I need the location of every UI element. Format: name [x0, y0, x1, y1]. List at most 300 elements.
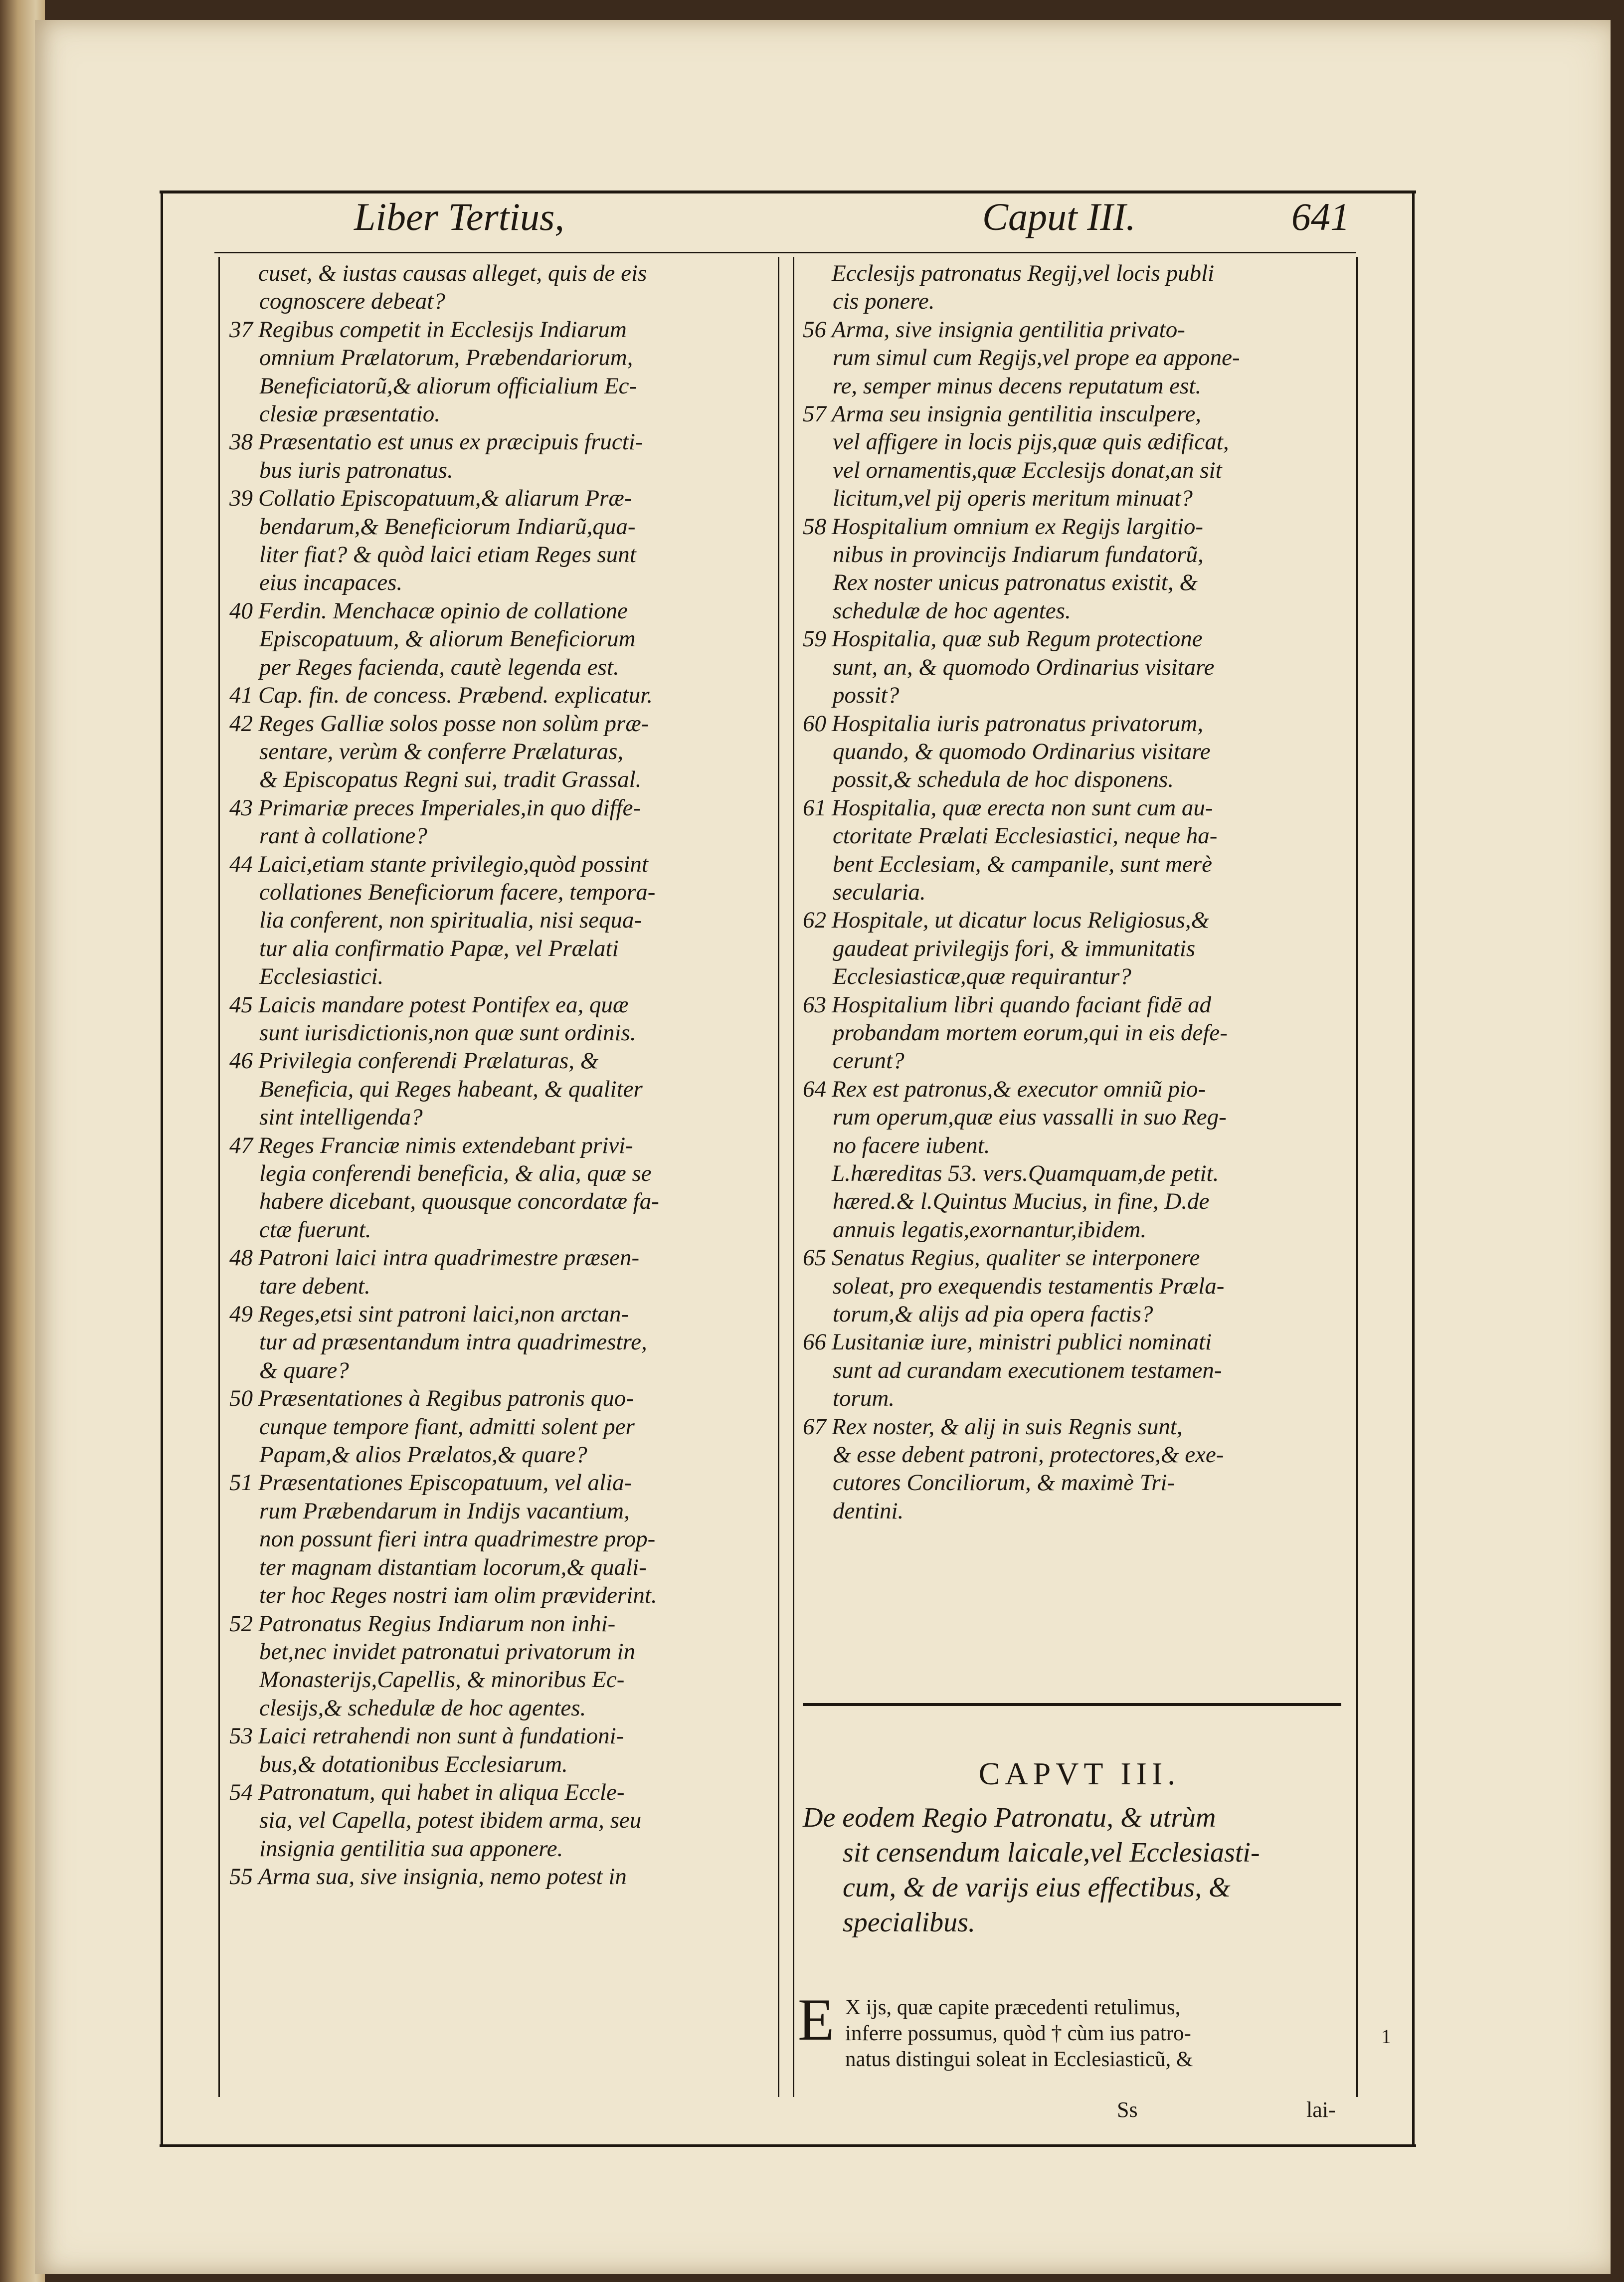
summary-line	[229, 1047, 773, 1075]
entry-number: 50	[229, 1385, 253, 1412]
summary-entry	[803, 991, 1351, 1075]
summary-text: habere dicebant, quousque concordatæ fa-	[259, 1188, 659, 1215]
summary-text: collationes Beneficiorum facere, tempora-	[259, 879, 656, 905]
summary-text: Patronatus Regius Indiarum non inhi-	[258, 1610, 616, 1637]
left-summary-column	[229, 259, 773, 1891]
summary-entry	[803, 1328, 1351, 1412]
summary-text: eius incapaces.	[259, 570, 403, 596]
summary-entry	[803, 513, 1351, 625]
summary-text: possit?	[833, 682, 900, 709]
summary-line	[803, 962, 1351, 990]
summary-entry	[229, 316, 773, 428]
summary-line	[803, 850, 1351, 878]
entry-number: 47	[229, 1132, 253, 1158]
summary-entry	[229, 1778, 773, 1863]
summary-text: Præsentationes à Regibus patronis quo-	[258, 1385, 634, 1412]
summary-text: Senatus Regius, qualiter se interponere	[832, 1245, 1200, 1271]
entry-number: 46	[229, 1048, 253, 1074]
body-line: natus distingui soleat in Ecclesiasticũ, &	[845, 2048, 1193, 2071]
summary-text: insignia gentilitia sua apponere.	[259, 1835, 563, 1862]
summary-line	[803, 1159, 1351, 1187]
summary-entry	[229, 850, 773, 991]
chapter-title-line: cum, & de varijs eius effectibus, &	[843, 1872, 1231, 1903]
summary-text: rum operum,quæ eius vassalli in suo Reg-	[833, 1104, 1227, 1131]
summary-line	[229, 625, 773, 653]
summary-text: Primariæ preces Imperiales,in quo diffe-	[258, 794, 641, 821]
summary-text: Monasterijs,Capellis, & minoribus Ec-	[259, 1667, 625, 1693]
entry-number: 65	[803, 1245, 826, 1271]
drop-cap: E	[798, 1986, 835, 2053]
summary-line	[229, 765, 773, 793]
summary-line	[229, 962, 773, 990]
entry-number: 51	[229, 1470, 253, 1496]
summary-line	[229, 1413, 773, 1441]
chapter-separator-rule	[803, 1703, 1341, 1706]
summary-text: tur ad præsentandum intra quadrimestre,	[259, 1329, 647, 1355]
summary-line	[803, 400, 1351, 428]
summary-text: sunt iurisdictionis,non quæ sunt ordinis.	[259, 1019, 636, 1046]
summary-text: tare debent.	[259, 1273, 370, 1299]
summary-entry	[229, 1384, 773, 1469]
chapter-title-line: sit censendum laicale,vel Ecclesiasti-	[843, 1837, 1260, 1868]
summary-line	[229, 484, 773, 512]
summary-text: ter magnam distantiam locorum,& quali-	[259, 1554, 647, 1580]
chapter-title-line: specialibus.	[843, 1907, 975, 1938]
summary-line	[229, 1300, 773, 1328]
summary-line	[803, 569, 1351, 596]
summary-line	[229, 878, 773, 906]
entry-number: 64	[803, 1076, 826, 1102]
summary-line	[229, 1525, 773, 1553]
summary-text: Beneficiatorũ,& aliorum officialium Ec-	[259, 373, 637, 399]
summary-line	[803, 1244, 1351, 1272]
summary-line	[229, 316, 773, 344]
summary-text: lia conferent, non spiritualia, nisi sequa-	[259, 907, 642, 934]
summary-line	[229, 1272, 773, 1300]
summary-line	[229, 794, 773, 822]
summary-text: Arma seu insignia gentilitia insculpere,	[832, 401, 1202, 427]
summary-line	[803, 1441, 1351, 1469]
summary-line	[229, 428, 773, 456]
summary-text: Reges Franciæ nimis extendebant privi-	[258, 1132, 633, 1158]
summary-entry	[229, 1300, 773, 1384]
summary-text: clesijs,& schedulæ de hoc agentes.	[259, 1695, 586, 1721]
summary-line	[229, 400, 773, 428]
summary-line	[229, 1244, 773, 1272]
entry-number: 43	[229, 794, 253, 821]
summary-line	[229, 935, 773, 962]
catchword: lai-	[1306, 2097, 1336, 2122]
summary-line	[229, 1581, 773, 1609]
summary-text: cutores Conciliorum, & maximè Tri-	[833, 1470, 1175, 1496]
summary-line	[803, 316, 1351, 344]
summary-text: ctæ fuerunt.	[259, 1216, 371, 1243]
entry-number: 42	[229, 710, 253, 737]
summary-line	[803, 1384, 1351, 1412]
summary-text: Ecclesijs patronatus Regij,vel locis publi	[832, 260, 1215, 286]
summary-text: & Episcopatus Regni sui, tradit Grassal.	[259, 766, 642, 793]
summary-text: Patronatum, qui habet in aliqua Eccle-	[258, 1779, 625, 1805]
summary-line	[229, 1441, 773, 1469]
summary-line	[229, 1328, 773, 1356]
summary-text: Ecclesiastici.	[259, 963, 384, 990]
summary-entry	[229, 259, 773, 316]
entry-number: 66	[803, 1329, 826, 1355]
summary-line	[229, 1132, 773, 1159]
summary-text: annuis legatis,exornantur,ibidem.	[833, 1216, 1147, 1243]
entry-number: 67	[803, 1413, 826, 1440]
summary-line	[803, 1300, 1351, 1328]
summary-line	[229, 259, 773, 287]
summary-text: Laici,etiam stante privilegio,quòd possint	[258, 851, 648, 877]
summary-text: non possunt fieri intra quadrimestre prop-	[259, 1526, 656, 1552]
summary-line	[803, 287, 1351, 315]
signature-mark: Ss	[1117, 2097, 1138, 2122]
entry-number: 40	[229, 597, 253, 624]
summary-line	[803, 625, 1351, 653]
summary-line	[229, 1356, 773, 1384]
entry-number: 38	[229, 429, 253, 455]
summary-line	[803, 1413, 1351, 1441]
summary-line	[803, 1328, 1351, 1356]
summary-text: sint intelligenda?	[259, 1104, 423, 1131]
summary-line	[229, 541, 773, 569]
summary-line	[803, 1047, 1351, 1075]
summary-text: cunque tempore fiant, admitti solent per	[259, 1413, 635, 1440]
left-frame-rule	[161, 190, 163, 2145]
summary-line	[229, 1103, 773, 1131]
summary-line	[229, 1750, 773, 1778]
summary-entry	[229, 597, 773, 681]
summary-text: possit,& schedula de hoc disponens.	[833, 766, 1174, 793]
summary-text: sentare, verùm & conferre Prælaturas,	[259, 738, 624, 764]
entry-number: 58	[803, 513, 826, 540]
summary-line	[803, 1075, 1351, 1103]
summary-entry	[229, 484, 773, 597]
summary-entry	[803, 400, 1351, 513]
summary-line	[803, 259, 1351, 287]
summary-line	[229, 597, 773, 625]
entry-number: 61	[803, 794, 826, 821]
summary-text: bent Ecclesiam, & campanile, sunt merè	[833, 851, 1212, 877]
summary-text: tur alia confirmatio Papæ, vel Prælati	[259, 935, 619, 961]
summary-entry	[229, 1610, 773, 1722]
entry-number: 39	[229, 485, 253, 512]
summary-line	[803, 428, 1351, 456]
summary-entry	[229, 1132, 773, 1244]
summary-line	[229, 710, 773, 738]
summary-entry	[229, 1047, 773, 1131]
summary-text: Lusitaniæ iure, ministri publici nominati	[832, 1329, 1212, 1355]
summary-text: sunt ad curandam executionem testamen-	[833, 1357, 1222, 1383]
summary-text: Laicis mandare potest Pontifex ea, quæ	[258, 991, 629, 1018]
summary-line	[803, 794, 1351, 822]
left-column-left-rule	[218, 257, 220, 2097]
summary-text: Papam,& alios Prælatos,& quare?	[259, 1442, 587, 1468]
summary-text: L.hæreditas 53. vers.Quamquam,de petit.	[832, 1160, 1219, 1186]
entry-number: 57	[803, 401, 826, 427]
summary-entry	[803, 906, 1351, 990]
entry-number: 60	[803, 710, 826, 737]
summary-text: Cap. fin. de concess. Præbend. explicatur.	[258, 682, 653, 709]
summary-text: cognoscere debeat?	[259, 288, 445, 315]
summary-entry	[229, 991, 773, 1047]
right-frame-rule	[1412, 190, 1415, 2145]
summary-line	[229, 1778, 773, 1806]
summary-line	[229, 653, 773, 681]
summary-line	[229, 1610, 773, 1638]
summary-line	[229, 1075, 773, 1103]
summary-line	[803, 991, 1351, 1019]
summary-entry	[803, 1075, 1351, 1159]
summary-line	[803, 1103, 1351, 1131]
summary-entry	[803, 1413, 1351, 1525]
summary-text: schedulæ de hoc agentes.	[833, 597, 1071, 624]
summary-line	[229, 1019, 773, 1047]
summary-text: clesiæ præsentatio.	[259, 401, 440, 427]
body-line: inferre possumus, quòd † cùm ius patro-	[845, 2022, 1191, 2045]
summary-text: Regibus competit in Ecclesijs Indiarum	[258, 316, 627, 343]
summary-text: Reges,etsi sint patroni laici,non arctan-	[258, 1301, 629, 1328]
summary-entry	[229, 1863, 773, 1891]
summary-text: Rex noster unicus patronatus existit, &	[833, 570, 1198, 596]
summary-text: Arma sua, sive insignia, nemo potest in	[258, 1864, 627, 1890]
summary-line	[803, 1019, 1351, 1047]
summary-line	[229, 287, 773, 315]
summary-line	[229, 372, 773, 400]
summary-line	[803, 484, 1351, 512]
summary-line	[229, 1694, 773, 1722]
summary-text: rant à collatione?	[259, 823, 427, 849]
summary-line	[803, 372, 1351, 400]
summary-line	[229, 1722, 773, 1750]
summary-entry	[229, 1469, 773, 1609]
summary-entry	[803, 710, 1351, 794]
summary-line	[803, 681, 1351, 709]
summary-text: cuset, & iustas causas alleget, quis de eis	[258, 260, 647, 286]
entry-number: 55	[229, 1864, 253, 1890]
summary-text: bendarum,& Beneficiorum Indiarũ,qua-	[259, 513, 636, 540]
summary-line	[803, 344, 1351, 372]
summary-text: vel ornamentis,quæ Ecclesijs donat,an sit	[833, 457, 1222, 483]
summary-text: rum Præbendarum in Indijs vacantium,	[259, 1498, 630, 1524]
summary-line	[803, 456, 1351, 484]
summary-line	[229, 1469, 773, 1497]
summary-line	[229, 738, 773, 765]
bottom-rule	[160, 2144, 1416, 2147]
top-rule	[160, 190, 1416, 193]
summary-line	[229, 850, 773, 878]
summary-text: liter fiat? & quòd laici etiam Reges sunt	[259, 542, 636, 568]
entry-number: 52	[229, 1610, 253, 1637]
running-header	[194, 194, 1401, 249]
summary-text: & quare?	[259, 1357, 349, 1383]
entry-number: 54	[229, 1779, 253, 1805]
summary-line	[803, 513, 1351, 541]
summary-text: Rex est patronus,& executor omniũ pio-	[832, 1076, 1206, 1102]
summary-entry	[229, 1722, 773, 1778]
summary-line	[803, 1216, 1351, 1244]
summary-line	[803, 822, 1351, 850]
summary-line	[229, 1553, 773, 1581]
summary-line	[229, 569, 773, 596]
summary-text: Laici retrahendi non sunt à fundationi-	[258, 1723, 624, 1749]
summary-line	[229, 1835, 773, 1863]
summary-line	[229, 1216, 773, 1244]
summary-entry	[803, 1159, 1351, 1244]
summary-line	[229, 1638, 773, 1666]
page-number: 641	[1291, 195, 1350, 238]
summary-entry	[229, 681, 773, 709]
summary-text: no facere iubent.	[833, 1132, 990, 1158]
summary-line	[803, 653, 1351, 681]
summary-text: torum,& alijs ad pia opera factis?	[833, 1301, 1153, 1328]
chapter-title	[803, 1800, 1361, 1940]
summary-line	[803, 906, 1351, 934]
summary-text: Privilegia conferendi Prælaturas, &	[258, 1048, 599, 1074]
summary-line	[803, 597, 1351, 625]
summary-entry	[229, 710, 773, 794]
summary-line	[803, 738, 1351, 765]
header-chapter: Caput III.	[982, 195, 1136, 238]
right-summary-column	[803, 259, 1351, 1525]
summary-entry	[803, 259, 1351, 316]
summary-line	[803, 878, 1351, 906]
summary-text: Reges Galliæ solos posse non solùm præ-	[258, 710, 649, 737]
summary-text: Patroni laici intra quadrimestre præsen-	[258, 1245, 640, 1271]
summary-line	[229, 344, 773, 372]
summary-entry	[803, 316, 1351, 400]
entry-number: 37	[229, 316, 253, 343]
summary-line	[803, 765, 1351, 793]
summary-entry	[229, 428, 773, 484]
summary-text: rum simul cum Regijs,vel prope ea appone-	[833, 345, 1240, 371]
summary-text: bus iuris patronatus.	[259, 457, 453, 483]
summary-text: Arma, sive insignia gentilitia privato-	[832, 316, 1185, 343]
entry-number: 48	[229, 1245, 253, 1271]
summary-line	[229, 1187, 773, 1215]
summary-entry	[803, 1244, 1351, 1328]
summary-line	[229, 1806, 773, 1834]
summary-entry	[803, 794, 1351, 907]
summary-text: Episcopatuum, & aliorum Beneficiorum	[259, 626, 636, 652]
summary-line	[803, 541, 1351, 569]
summary-text: omnium Prælatorum, Præbendariorum,	[259, 345, 633, 371]
summary-text: quando, & quomodo Ordinarius visitare	[833, 738, 1211, 764]
entry-number: 45	[229, 991, 253, 1018]
summary-entry	[803, 625, 1351, 709]
header-book-title: Liber Tertius,	[354, 195, 564, 238]
summary-text: Hospitalium libri quando faciant fidē ad	[832, 991, 1212, 1018]
summary-line	[229, 991, 773, 1019]
summary-text: nibus in provincijs Indiarum fundatorũ,	[833, 542, 1204, 568]
body-line: X ijs, quæ capite præcedenti retulimus,	[845, 1996, 1181, 2019]
summary-text: Hospitalia, quæ erecta non sunt cum au-	[832, 794, 1213, 821]
summary-text: sia, vel Capella, potest ibidem arma, seu	[259, 1807, 642, 1834]
summary-text: re, semper minus decens reputatum est.	[833, 373, 1202, 399]
summary-line	[229, 1159, 773, 1187]
summary-line	[803, 1497, 1351, 1525]
summary-text: secularia.	[833, 879, 926, 905]
entry-number: 59	[803, 626, 826, 652]
summary-text: Præsentationes Episcopatuum, vel alia-	[258, 1470, 632, 1496]
summary-line	[229, 1384, 773, 1412]
chapter-title-line: De eodem Regio Patronatu, & utrùm	[803, 1802, 1216, 1833]
summary-text: Beneficia, qui Reges habeant, & qualiter	[259, 1076, 643, 1102]
summary-text: Præsentatio est unus ex præcipuis fructi-	[258, 429, 643, 455]
entry-number: 49	[229, 1301, 253, 1328]
margin-number: 1	[1381, 2025, 1391, 2048]
summary-line	[229, 513, 773, 541]
summary-line	[229, 1666, 773, 1694]
summary-line	[229, 456, 773, 484]
right-column-left-rule	[793, 257, 794, 2097]
summary-text: & esse debent patroni, protectores,& exe-	[833, 1442, 1224, 1468]
summary-text: vel affigere in locis pijs,quæ quis ædificat,	[833, 429, 1229, 455]
summary-line	[803, 1132, 1351, 1159]
summary-text: cerunt?	[833, 1048, 904, 1074]
summary-text: Hospitalia iuris patronatus privatorum,	[832, 710, 1204, 737]
entry-number: 53	[229, 1723, 253, 1749]
summary-text: bus,& dotationibus Ecclesiarum.	[259, 1751, 568, 1777]
entry-number: 41	[229, 682, 253, 709]
summary-text: ctoritate Prælati Ecclesiastici, neque ha-	[833, 823, 1218, 849]
summary-line	[229, 822, 773, 850]
summary-text: ter hoc Reges nostri iam olim præviderint.	[259, 1582, 657, 1609]
summary-text: Ecclesiasticæ,quæ requirantur?	[833, 963, 1131, 990]
summary-line	[803, 710, 1351, 738]
summary-line	[803, 1356, 1351, 1384]
chapter-body-text	[798, 1995, 1356, 2073]
summary-line	[803, 1272, 1351, 1300]
summary-line	[803, 935, 1351, 962]
summary-text: Collatio Episcopatuum,& aliarum Præ-	[258, 485, 632, 512]
summary-text: dentini.	[833, 1498, 904, 1524]
summary-text: sunt, an, & quomodo Ordinarius visitare	[833, 654, 1215, 680]
entry-number: 44	[229, 851, 253, 877]
entry-number: 56	[803, 316, 826, 343]
summary-entry	[229, 794, 773, 850]
summary-text: cis ponere.	[833, 288, 935, 315]
summary-text: hæred.& l.Quintus Mucius, in fine, D.de	[833, 1188, 1210, 1215]
summary-text: legia conferendi beneficia, & alia, quæ se	[259, 1160, 652, 1186]
summary-text: gaudeat privilegijs fori, & immunitatis	[833, 935, 1196, 961]
summary-text: Hospitale, ut dicatur locus Religiosus,&	[832, 907, 1210, 934]
summary-text: Rex noster, & alij in suis Regnis sunt,	[832, 1413, 1183, 1440]
summary-line	[803, 1187, 1351, 1215]
summary-text: bet,nec invidet patronatui privatorum in	[259, 1638, 636, 1665]
summary-line	[803, 1469, 1351, 1497]
summary-text: soleat, pro exequendis testamentis Præla-	[833, 1273, 1225, 1299]
summary-text: licitum,vel pij operis meritum minuat?	[833, 485, 1193, 512]
entry-number: 63	[803, 991, 826, 1018]
left-column-right-rule	[778, 257, 779, 2097]
summary-line	[229, 1863, 773, 1891]
summary-text: Hospitalia, quæ sub Regum protectione	[832, 626, 1203, 652]
summary-text: probandam mortem eorum,qui in eis defe-	[833, 1019, 1228, 1046]
summary-text: Hospitalium omnium ex Regijs largitio-	[832, 513, 1203, 540]
header-rule	[214, 252, 1356, 253]
summary-text: torum.	[833, 1385, 895, 1412]
summary-line	[229, 906, 773, 934]
summary-text: Ferdin. Menchacæ opinio de collatione	[258, 597, 628, 624]
chapter-heading: CAPVT III.	[978, 1756, 1181, 1791]
summary-entry	[229, 1244, 773, 1300]
summary-line	[229, 681, 773, 709]
summary-line	[229, 1497, 773, 1525]
summary-text: per Reges facienda, cautè legenda est.	[259, 654, 619, 680]
entry-number: 62	[803, 907, 826, 934]
